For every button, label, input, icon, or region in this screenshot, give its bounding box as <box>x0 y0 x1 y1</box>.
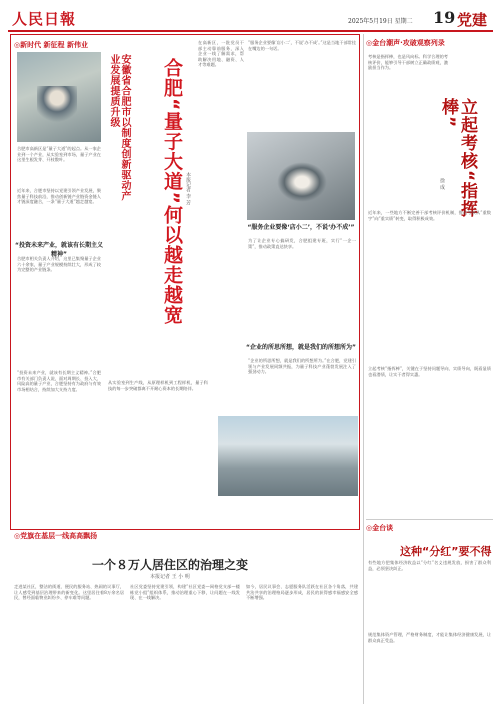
feature-body-paragraph: 合肥市高新区是“量子大道”的起点。从一家企业到一个产业，从实验室到市场，量子产业在这里生根发芽、开枝散叶。 <box>17 146 101 163</box>
bottom-paragraph: 如今，居民议事会、志愿服务队活跃在社区各个角落，共建共治共享的治理格局逐步形成，居民的获得感幸福感安全感不断增强。 <box>246 584 358 601</box>
bottom-headline: 一个８万人居住区的治理之变 <box>92 558 249 572</box>
column-divider <box>366 519 493 520</box>
commentary-title: 立起考核“指挥棒” <box>438 98 477 219</box>
commentary-paragraph: 考核是指挥棒，也是风向标。科学合理的考核评价，能够引导干部树立正确政绩观，激励担当作为。 <box>368 54 448 71</box>
feature-body-paragraph: 在高新区，一批党员干部主动靠前服务，深入企业一线了解需求，帮助解决用地、融资、人才等难题。 <box>198 40 244 68</box>
masthead <box>8 6 493 32</box>
feature-photo-portrait <box>17 52 101 142</box>
feature-headline: 合肥“量子大道”何以越走越宽 <box>161 58 183 325</box>
column2-paragraph: 规范集体资产管理，严格财务制度，才能让集体经济健康发展，让群众真正受益。 <box>368 632 491 643</box>
feature-kicker: ◎新时代 新征程 新伟业 <box>14 41 88 49</box>
feature-section-heading: “服务企业要像‘店小二’，不说‘办不成’” <box>247 224 355 231</box>
commentary-paragraph: 立起考核“指挥棒”，关键在于坚持问题导向、实绩导向，既看显绩也看潜绩，让实干者得实惠。 <box>368 366 491 377</box>
feature-section-heading: “企业的所思所想，就是我们的所想所为” <box>246 344 356 351</box>
feature-body-paragraph: 为了让企业专心搞研发，合肥组建专班，实行“一企一策”，推动政策直达快享。 <box>248 238 356 249</box>
feature-body-paragraph: 合肥市相关负责人介绍，这里已集聚量子企业六十余家，量子产业规模持续壮大，形成了较为完整的产业链条。 <box>17 256 101 273</box>
page-number: 19 <box>433 8 456 27</box>
feature-subhead: 安徽省合肥市以制度创新驱动产业发展提质升级 <box>108 54 130 201</box>
feature-body-paragraph: “企业的所思所想，就是我们的所想所为。”在合肥，党建引领与产业发展同频共振，为量子科技产业蓬勃发展注入了强劲动力。 <box>248 358 356 375</box>
column2-title: 这种“分红”要不得 <box>400 545 492 558</box>
feature-body-paragraph: 近年来，合肥市坚持以党建引领产业发展，聚焦量子科技前沿，推动创新链产业链资金链人才链深度融合，一条“量子大道”越走越宽。 <box>17 188 101 205</box>
section-name: 党建 <box>457 11 488 29</box>
feature-body-paragraph: “投资未来产业，就该有长期主义精神。”合肥市有关部门负责人说，面对周期长、投入大、风险高的量子产业，合肥坚持有为政府与有效市场相结合，持续加大支持力度。 <box>17 370 101 392</box>
top-rule <box>8 30 493 32</box>
commentary-author: 徐 成 <box>439 178 445 190</box>
dateline: 2025年5月19日 星期二 <box>348 18 413 25</box>
bottom-kicker: ◎党旗在基层一线高高飘扬 <box>14 532 98 540</box>
column-divider <box>363 34 364 704</box>
feature-photo-lab <box>247 132 355 220</box>
newspaper-logo: 人民日報 <box>12 10 77 28</box>
feature-section-heading: “投资未来产业，就该有长期主义精神” <box>15 242 103 258</box>
commentary-kicker: ◎金台潮声·攻破观察列录 <box>366 39 445 47</box>
column2-kicker: ◎金台谈 <box>366 524 394 532</box>
feature-body-paragraph: “服务企业要像‘店小二’，不说‘办不成’。”这是当地干部常挂在嘴边的一句话。 <box>248 40 356 51</box>
bottom-paragraph: 社区党委坚持党建引领，构建“社区党委—网格党支部—楼栋党小组”组织体系，推动治理重心下移，让问题在一线发现、在一线解决。 <box>130 584 240 601</box>
bottom-byline: 本报记者 王 小 明 <box>150 574 190 580</box>
feature-byline: 本报记者 李 芳 <box>185 172 191 206</box>
commentary-paragraph: 近年来，一些地方不断完善干部考核评价机制，推动考核从“重数字”向“重实绩”转变，取得积极成效。 <box>368 210 491 221</box>
feature-photo-campus <box>218 416 358 496</box>
feature-body-paragraph: 从实验室到生产线，从原理样机到工程样机，量子科技的每一步突破都离不开耐心资本的长期陪伴。 <box>108 380 208 391</box>
column2-paragraph: 有些地方把集体经济收益以“分红”名义违规发放，损害了群众利益，必须坚决纠正。 <box>368 560 491 571</box>
bottom-paragraph: 走进某社区，整洁的街道、便民的服务站、热闹的议事厅，让人感受到基层治理带来的新变化。这里居住着8万余名居民，曾经面临物业纠纷多、停车难等问题。 <box>14 584 124 601</box>
